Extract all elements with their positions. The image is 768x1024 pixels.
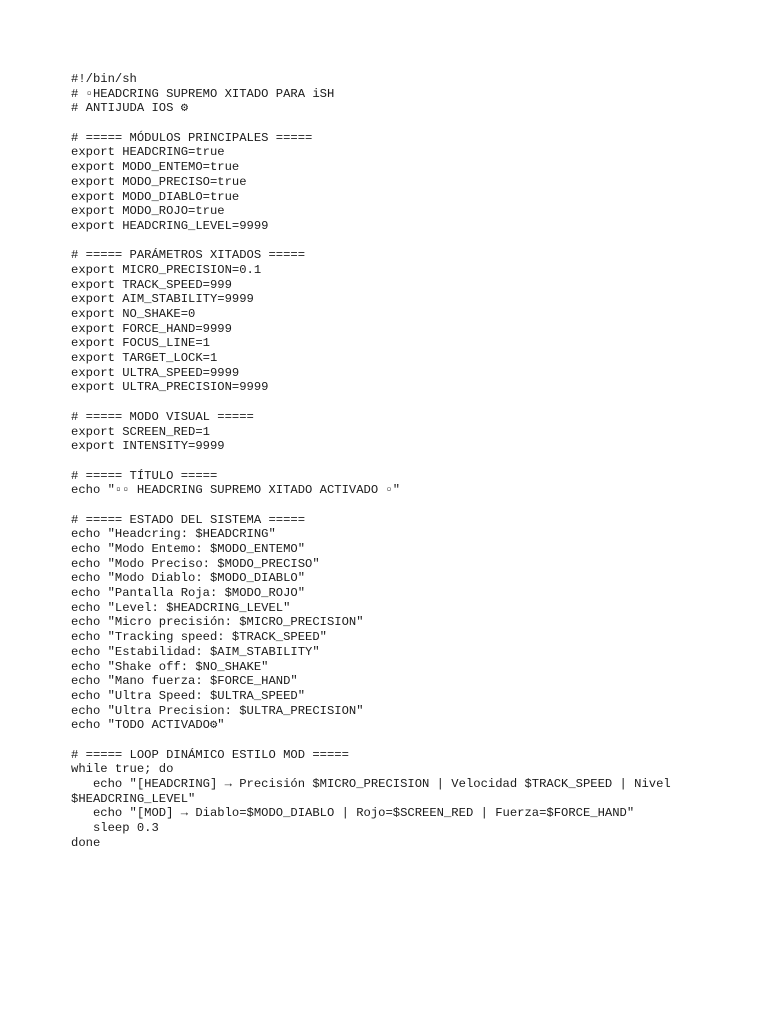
section-comment: # ===== PARÁMETROS XITADOS ===== <box>71 248 306 263</box>
script-document <box>71 72 711 850</box>
code-line: # ▫HEADCRING SUPREMO XITADO PARA iSH <box>71 86 335 101</box>
section-comment: # ===== MODO VISUAL ===== <box>71 409 254 424</box>
blank-line <box>71 234 711 249</box>
code-line: echo "Headcring: $HEADCRING" <box>71 527 276 542</box>
section-comment: # ===== ESTADO DEL SISTEMA ===== <box>71 512 306 527</box>
blank-line <box>71 498 711 513</box>
code-line: echo "Level: $HEADCRING_LEVEL" <box>71 600 291 615</box>
blank-line <box>71 733 711 748</box>
code-line: echo "Tracking speed: $TRACK_SPEED" <box>71 630 327 645</box>
code-line: while true; do <box>71 762 174 777</box>
section-comment: # ===== TÍTULO ===== <box>71 468 218 483</box>
code-line: export MODO_ROJO=true <box>71 204 225 219</box>
code-line: export TRACK_SPEED=999 <box>71 277 232 292</box>
code-line: sleep 0.3 <box>71 821 159 836</box>
code-line: echo "Pantalla Roja: $MODO_ROJO" <box>71 586 306 601</box>
code-line: echo "[MOD] → Diablo=$MODO_DIABLO | Rojo=$SCREEN_RED | Fuerza=$FORCE_HAND" <box>71 806 635 821</box>
code-line: export MODO_ENTEMO=true <box>71 160 240 175</box>
blank-line <box>71 395 711 410</box>
code-line: export FORCE_HAND=9999 <box>71 321 232 336</box>
code-line: done <box>71 835 101 850</box>
code-line: echo "Modo Entemo: $MODO_ENTEMO" <box>71 542 306 556</box>
code-line: #!/bin/sh <box>71 72 137 86</box>
code-line: $HEADCRING_LEVEL" <box>71 791 196 806</box>
code-line: export AIM_STABILITY=9999 <box>71 292 254 307</box>
code-line: echo "Ultra Speed: $ULTRA_SPEED" <box>71 688 306 703</box>
code-line: echo "▫▫ HEADCRING SUPREMO XITADO ACTIVADO ▫" <box>71 483 401 498</box>
code-line: echo "TODO ACTIVADO⚙" <box>71 718 225 733</box>
code-line: export INTENSITY=9999 <box>71 439 225 454</box>
section-comment: # ===== MÓDULOS PRINCIPALES ===== <box>71 130 313 145</box>
code-line: export TARGET_LOCK=1 <box>71 351 218 366</box>
code-line: echo "Modo Diablo: $MODO_DIABLO" <box>71 571 306 586</box>
blank-line <box>71 454 711 469</box>
code-line: export HEADCRING_LEVEL=9999 <box>71 218 269 233</box>
section-comment: # ===== LOOP DINÁMICO ESTILO MOD ===== <box>71 747 349 762</box>
code-line: # ANTIJUDA IOS ⚙ <box>71 101 189 116</box>
code-line: export ULTRA_PRECISION=9999 <box>71 380 269 395</box>
code-line: export HEADCRING=true <box>71 145 225 160</box>
code-line: export FOCUS_LINE=1 <box>71 336 210 351</box>
code-line: echo "[HEADCRING] → Precisión $MICRO_PRECISION | Velocidad $TRACK_SPEED | Nivel <box>71 777 671 791</box>
code-line: export SCREEN_RED=1 <box>71 424 210 439</box>
code-line: export ULTRA_SPEED=9999 <box>71 365 240 380</box>
code-line: echo "Micro precisión: $MICRO_PRECISION" <box>71 615 364 630</box>
code-line: echo "Estabilidad: $AIM_STABILITY" <box>71 644 320 659</box>
code-line: export NO_SHAKE=0 <box>71 307 196 321</box>
code-line: export MODO_DIABLO=true <box>71 189 240 204</box>
code-line: echo "Mano fuerza: $FORCE_HAND" <box>71 674 298 689</box>
code-line: export MICRO_PRECISION=0.1 <box>71 262 262 277</box>
code-line: export MODO_PRECISO=true <box>71 174 247 189</box>
code-line: echo "Ultra Precision: $ULTRA_PRECISION" <box>71 703 364 718</box>
blank-line <box>71 116 711 131</box>
code-line: echo "Shake off: $NO_SHAKE" <box>71 659 269 674</box>
code-line: echo "Modo Preciso: $MODO_PRECISO" <box>71 556 320 571</box>
